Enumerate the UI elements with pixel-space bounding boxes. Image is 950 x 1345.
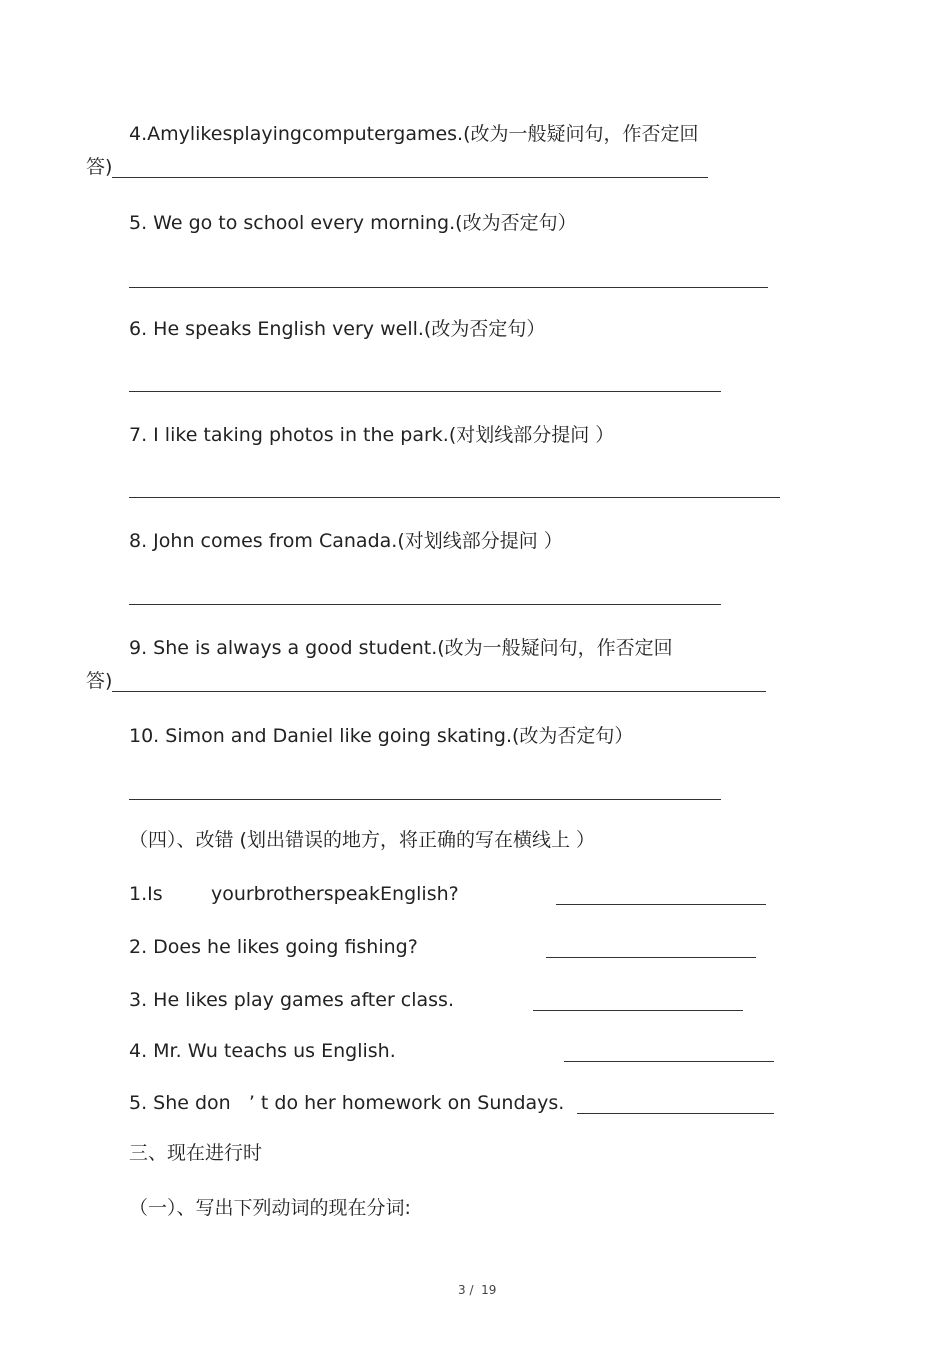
answer-line-4[interactable]: [112, 177, 708, 178]
correction-line-3[interactable]: [533, 1010, 743, 1011]
correction-line-1[interactable]: [556, 904, 766, 905]
question-8: 8. John comes from Canada.(对划线部分提问 ）: [129, 530, 563, 552]
correction-line-4[interactable]: [564, 1061, 774, 1062]
correction-line-5[interactable]: [577, 1113, 774, 1114]
answer-line-5[interactable]: [129, 287, 768, 288]
question-4-line2: 答): [86, 156, 113, 178]
answer-line-6[interactable]: [129, 391, 721, 392]
correction-5: 5. She don ’ t do her homework on Sundays.: [129, 1092, 565, 1114]
page-number: 3 / 19: [458, 1283, 497, 1297]
question-5: 5. We go to school every morning.(改为否定句）: [129, 212, 577, 234]
correction-4: 4. Mr. Wu teachs us English.: [129, 1040, 396, 1062]
question-7: 7. I like taking photos in the park.(对划线部分提问 ）: [129, 424, 615, 446]
section4-heading: （四）、改错 (划出错误的地方，将正确的写在横线上 ）: [129, 829, 595, 851]
correction-line-2[interactable]: [546, 957, 756, 958]
part3-subheading: （一）、写出下列动词的现在分词:: [129, 1197, 411, 1219]
question-10: 10. Simon and Daniel like going skating.(改为否定句）: [129, 725, 634, 747]
part3-heading: 三、现在进行时: [129, 1142, 263, 1164]
answer-line-7[interactable]: [129, 497, 780, 498]
question-4-line1: 4.Amylikesplayingcomputergames.(改为一般疑问句，作否定回: [129, 123, 699, 145]
question-9-line2: 答): [86, 670, 113, 692]
question-6: 6. He speaks English very well.(改为否定句）: [129, 318, 546, 340]
correction-2: 2. Does he likes going fishing?: [129, 936, 418, 958]
correction-1: 1.Is yourbrotherspeakEnglish?: [129, 883, 459, 905]
correction-3: 3. He likes play games after class.: [129, 989, 454, 1011]
answer-line-10[interactable]: [129, 799, 721, 800]
answer-line-9[interactable]: [112, 691, 766, 692]
question-9-line1: 9. She is always a good student.(改为一般疑问句，作否定回: [129, 637, 673, 659]
answer-line-8[interactable]: [129, 604, 721, 605]
